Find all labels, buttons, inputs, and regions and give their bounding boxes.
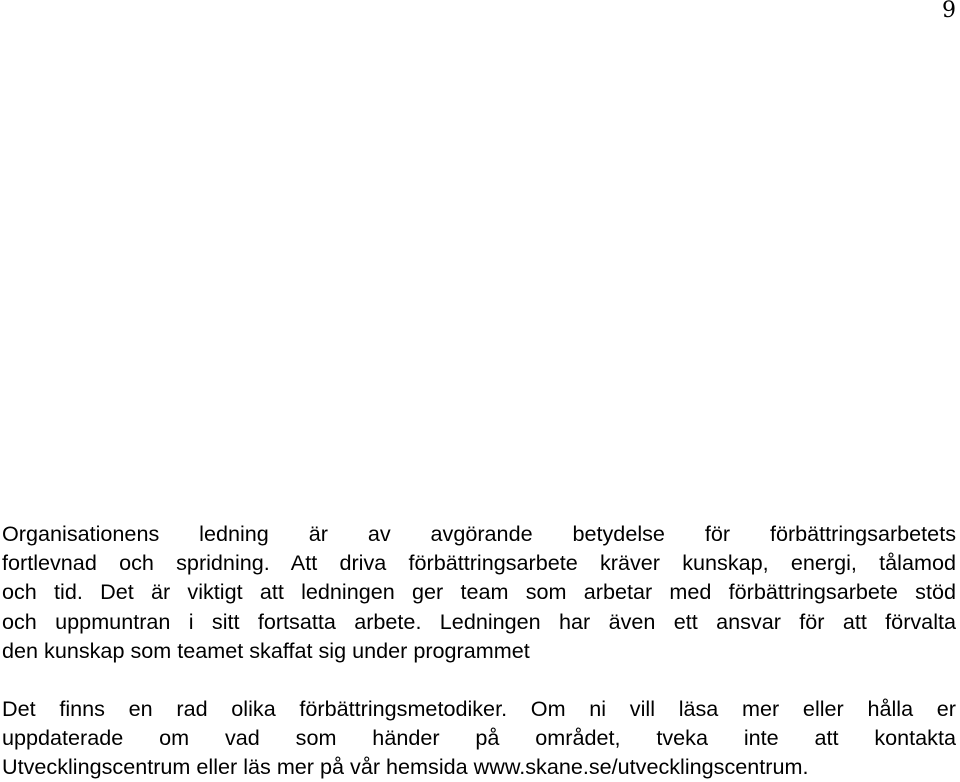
paragraph-line: Organisationens ledning är av avgörande betydelse för förbättringsarbetets [2, 521, 956, 546]
page-number: 9 [942, 0, 956, 23]
paragraph-line: och tid. Det är viktigt att ledningen ger team som arbetar med förbättringsarbete stöd [2, 579, 956, 605]
paragraph-line: uppdaterade om vad som händer på området, tveka inte att kontakta [2, 725, 956, 751]
paragraph-methods [2, 694, 956, 782]
paragraph-line: Det finns en rad olika förbättringsmetodiker. Om ni vill läsa mer eller hålla er [2, 696, 956, 721]
paragraph-line: och uppmuntran i sitt fortsatta arbete. Ledningen har även ett ansvar för att förvalta [2, 608, 956, 634]
paragraph-line: den kunskap som teamet skaffat sig under programmet [2, 637, 530, 663]
paragraph-line: fortlevnad och spridning. Att driva förbättringsarbete kräver kunskap, energi, tålamod [2, 550, 956, 576]
paragraph-line: Utvecklingscentrum eller läs mer på vår hemsida www.skane.se/utvecklingscentrum. [2, 754, 809, 780]
paragraph-leadership [2, 519, 956, 665]
